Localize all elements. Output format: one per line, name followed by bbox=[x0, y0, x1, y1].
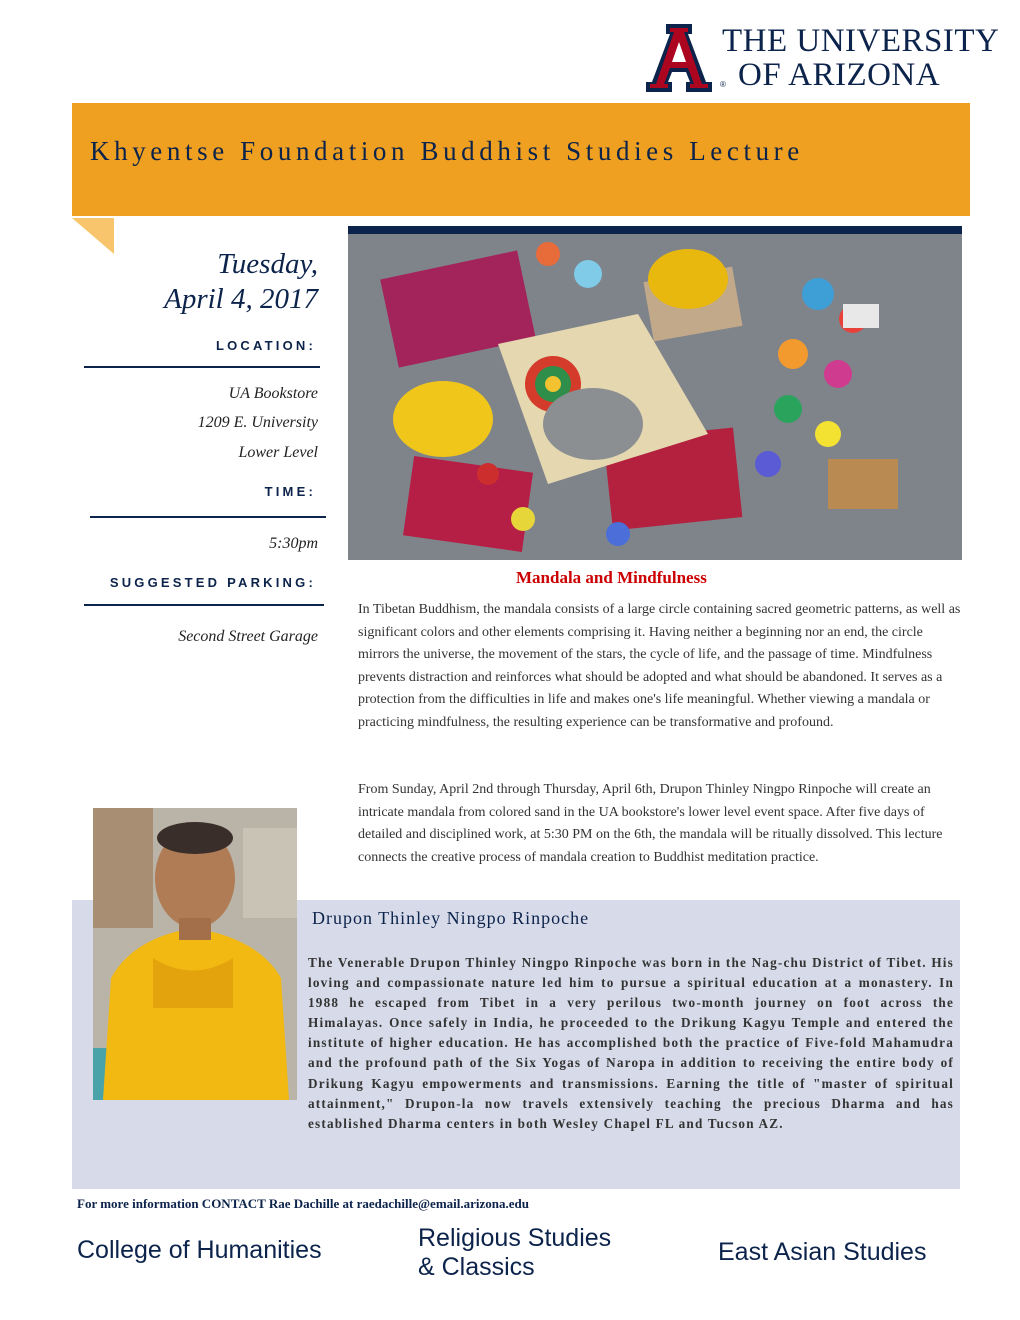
location-label: LOCATION: bbox=[215, 338, 316, 353]
parking-value: Second Street Garage bbox=[178, 628, 318, 645]
university-a-logo bbox=[640, 20, 718, 94]
photo-top-bar bbox=[348, 226, 962, 234]
dept-religious-studies-line-2: & Classics bbox=[418, 1253, 535, 1281]
time-divider bbox=[90, 516, 326, 518]
event-time: 5:30pm bbox=[269, 535, 318, 552]
parking-label: SUGGESTED PARKING: bbox=[109, 575, 316, 590]
location-line-2: 1209 E. University bbox=[197, 414, 318, 431]
wordmark-line-1: THE UNIVERSITY bbox=[722, 23, 1000, 59]
time-label: TIME: bbox=[264, 484, 316, 499]
dept-religious-studies-line-1: Religious Studies bbox=[418, 1224, 612, 1252]
contact-info: For more information CONTACT Rae Dachille at raedachille@email.arizona.edu bbox=[77, 1196, 529, 1211]
event-day: Tuesday, bbox=[217, 248, 318, 280]
banner-fold-decoration bbox=[72, 218, 114, 254]
event-date: April 4, 2017 bbox=[164, 283, 318, 315]
article-paragraph-2: From Sunday, April 2nd through Thursday, April 6th, Drupon Thinley Ningpo Rinpoche will create an intricate mandala from colored sand in the UA bookstore's lower level event space. After five days of detailed and disciplined work, at 5:30 PM on the 6th, the mandala will be ritually dissolved. This lecture connects the creative process of mandala creation to Buddhist meditation practice. bbox=[358, 782, 943, 865]
registered-mark: ® bbox=[720, 80, 726, 89]
location-divider bbox=[84, 366, 320, 368]
dept-religious-studies bbox=[418, 1224, 611, 1282]
location-line-1: UA Bookstore bbox=[228, 385, 318, 402]
university-wordmark bbox=[722, 24, 999, 92]
bio-text: The Venerable Drupon Thinley Ningpo Rinpoche was born in the Nag-chu District of Tibet. His loving and compassionate nature led him to pursue a spiritual education at a monastery. In 1988 he escaped from Tibet in a very perilous two-month journey on foot across the Himalayas. Once safely in India, he proceeded to the Drikung Kagyu Temple and entered the institute of higher education. He has accomplished both the practice of Five-fold Mahamudra and the profound path of the Six Yogas of Naropa in addition to receiving the entire body of Drikung Kagyu empowerments and transmissions. Earning the title of "master of spiritual attainment," Drupon-la now travels extensively teaching the precious Dharma and has established Dharma centers in both Wesley Chapel FL and Tucson AZ. bbox=[308, 955, 954, 1131]
rinpoche-portrait bbox=[93, 808, 297, 1100]
dept-east-asian-studies: East Asian Studies bbox=[718, 1238, 927, 1266]
article-paragraph-1: In Tibetan Buddhism, the mandala consists of a large circle containing sacred geometric patterns, as well as significant colors and other elements comprising it. Having neither a beginning nor an end, the circle mirrors the universe, the movement of the stars, the cycle of life, and the passage of time. Mindfulness prevents distraction and reinforces what should be adopted and what should be abandoned. It serves as a protection from the difficulties in life and makes one's life meaningful. Whether viewing a mandala or practicing mindfulness, the resulting experience can be transformative and profound. bbox=[358, 602, 961, 730]
page-title: Khyentse Foundation Buddhist Studies Lecture bbox=[90, 136, 804, 166]
location-line-3: Lower Level bbox=[238, 444, 318, 461]
dept-college-of-humanities: College of Humanities bbox=[77, 1236, 322, 1264]
mandala-photo bbox=[348, 234, 962, 560]
wordmark-line-2: OF ARIZONA bbox=[738, 57, 941, 93]
bio-title: Drupon Thinley Ningpo Rinpoche bbox=[312, 908, 590, 928]
parking-divider bbox=[84, 604, 324, 606]
article-title: Mandala and Mindfulness bbox=[516, 568, 707, 587]
